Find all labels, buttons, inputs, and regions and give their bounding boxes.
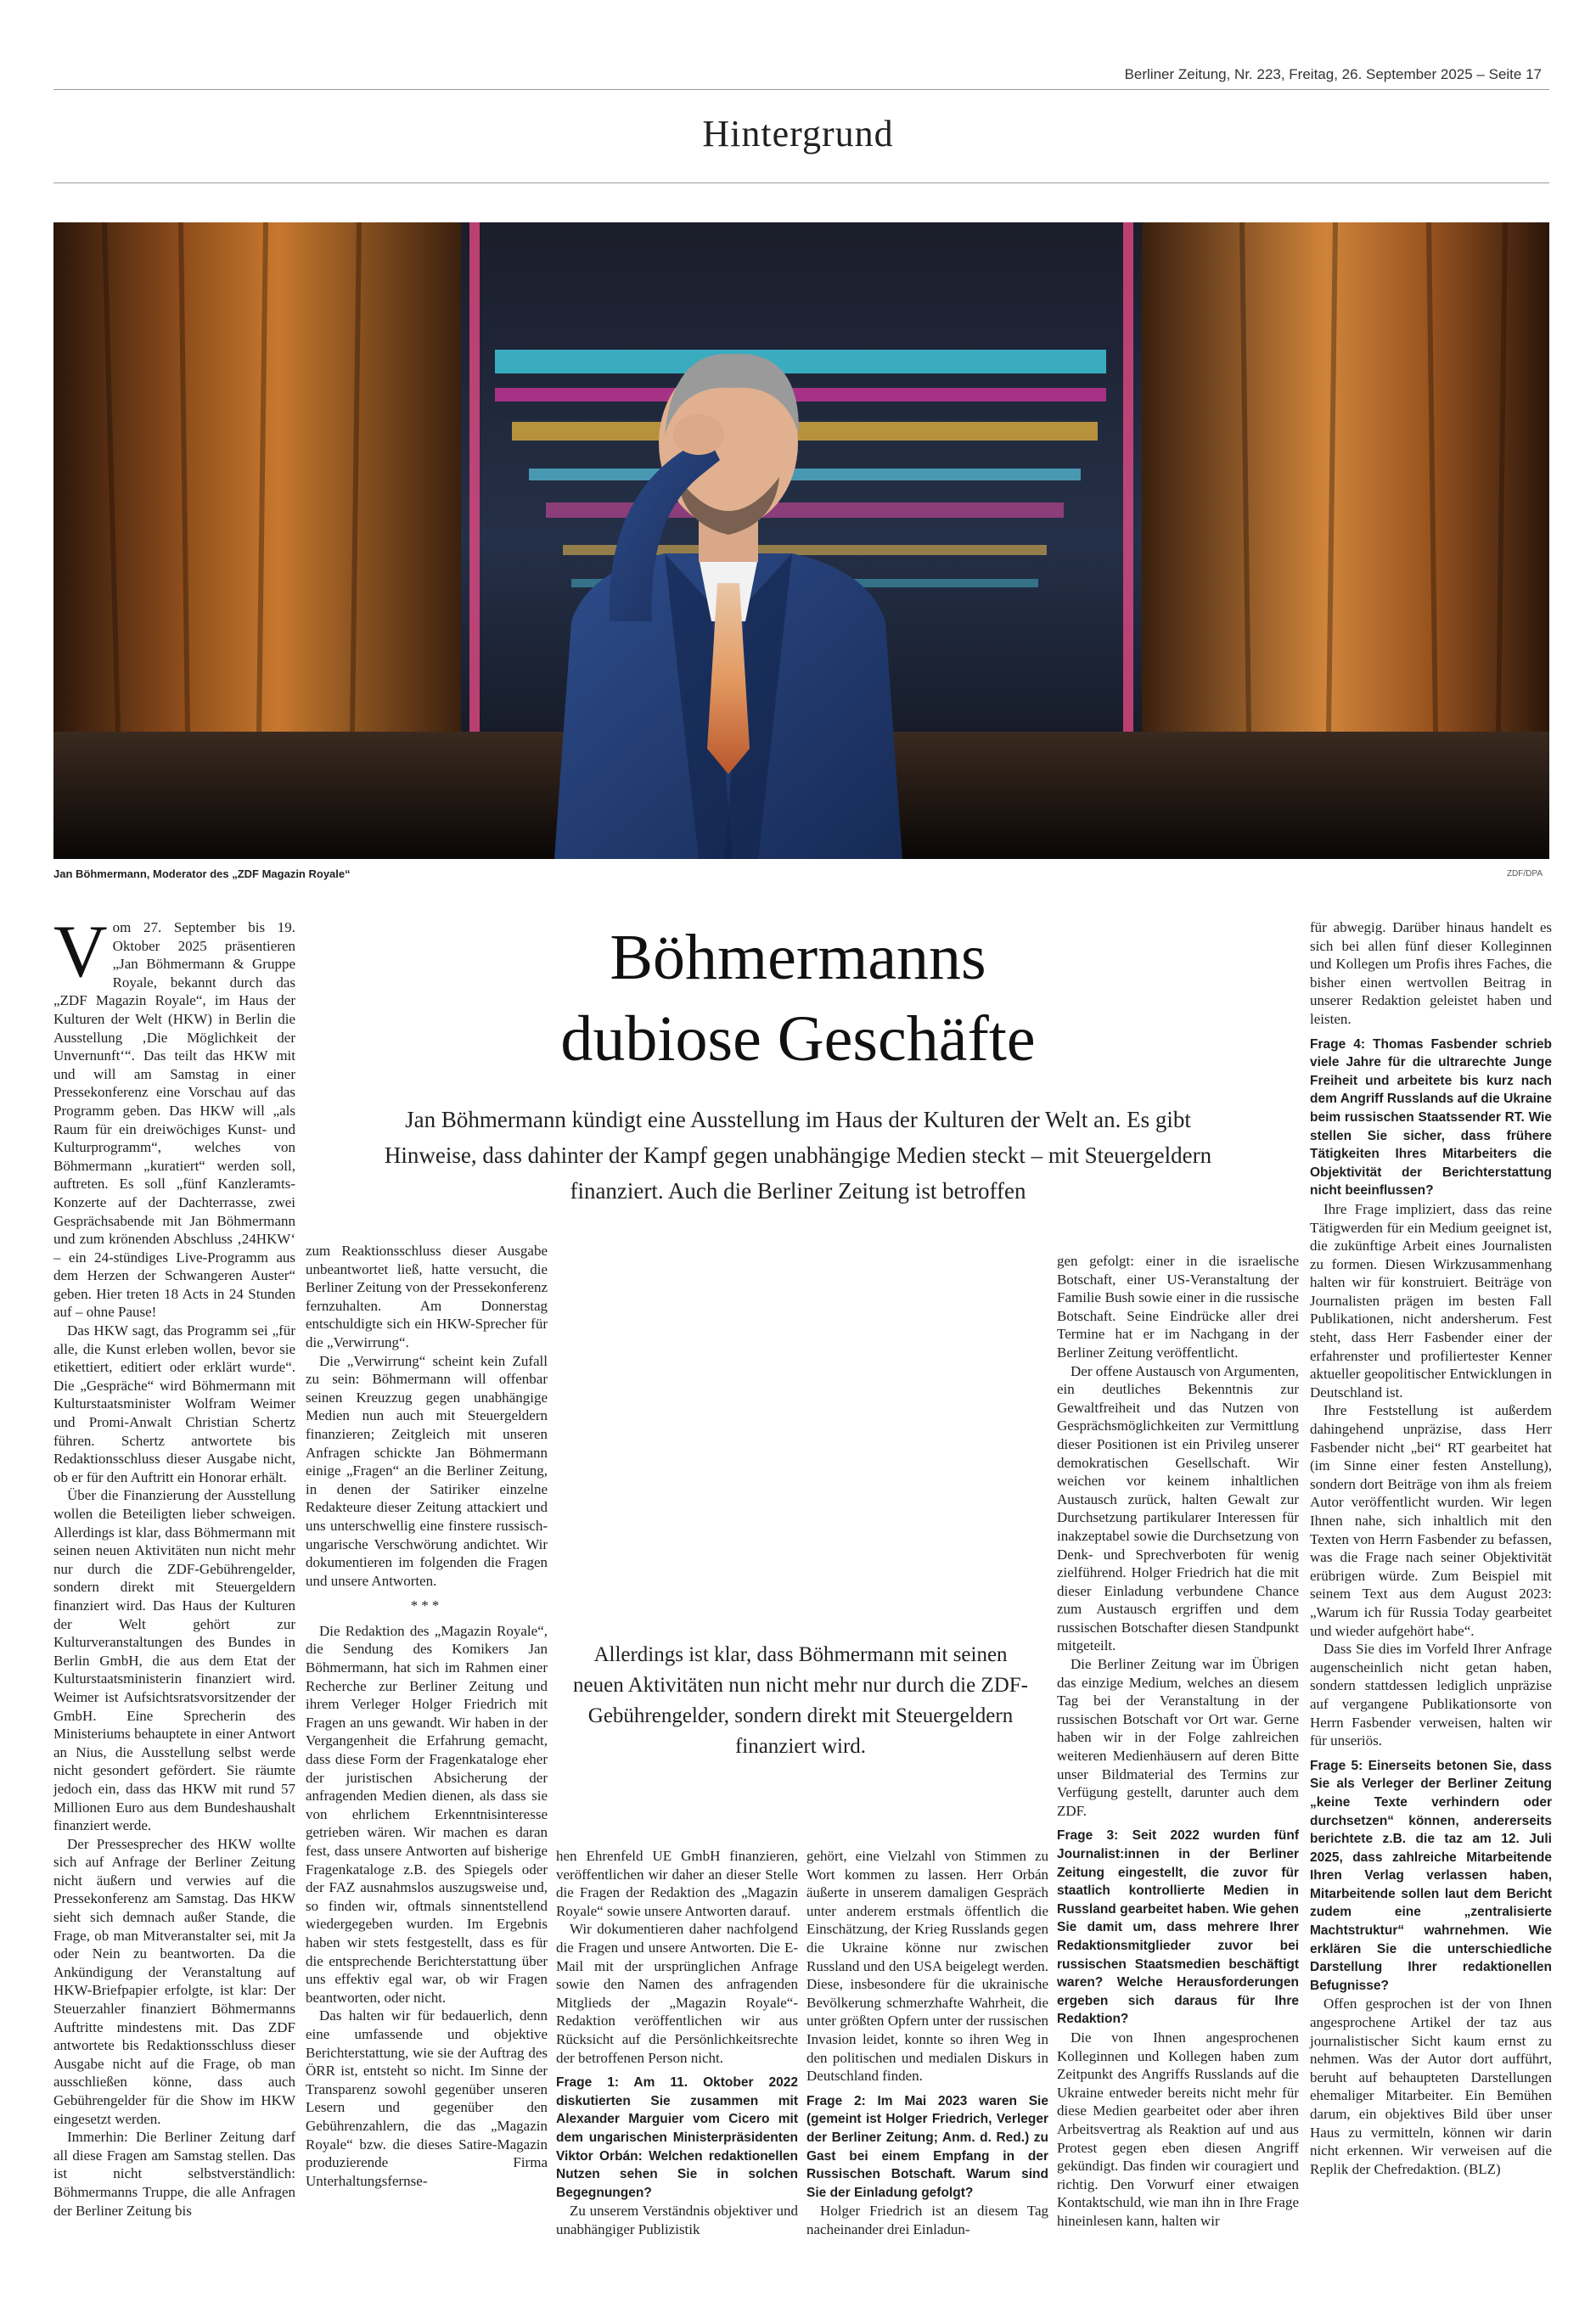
paragraph: hen Ehrenfeld UE GmbH finanzieren, veröffentlichen wir daher an dieser Stelle die Fragen der Redaktion des „Magazin Royale“ sowie unsere Antworten darauf. bbox=[556, 1848, 798, 1919]
photo-caption: Jan Böhmermann, Moderator des „ZDF Magazin Royale“ bbox=[53, 867, 351, 880]
paragraph: Das halten wir für bedauerlich, denn eine umfassende und objektive Berichterstattung, wie sie der Auftrag des ÖRR ist, entsteht so nicht. Im Sinne der Transparenz sowohl gegenüber unseren Lesern und gegenüber den Gebührenzahlern, die das „Magazin Royale“ bzw. die dieses Satire-Magazin produzierende Firma Unterhaltungsfernse- bbox=[306, 2007, 548, 2189]
paragraph: gen gefolgt: einer in die israelische Botschaft, einer US-Veranstaltung der Familie Bush sowie einer in die russische Botschaft. Seine Eindrücke aller drei Termine hat er im Nachgang in der Berliner Zeitung veröffentlicht. bbox=[1057, 1253, 1299, 1361]
section-separator: *** bbox=[410, 1597, 443, 1614]
paragraph: om 27. September bis 19. Oktober 2025 präsentieren „Jan Böhmermann & Gruppe Royale, bekannt durch das „ZDF Magazin Royale“, im Haus der Kulturen der Welt (HKW) in Berlin die Ausstellung ‚Die Möglichkeit der Unvernunft‘“. Das teilt das HKW mit und will am Samstag in einer Pressekonferenz eine Vorschau auf das Programm geben. Das HKW will „als Raum für ein dreiwöchiges Kunst- und Kulturprogramm“, welches von Böhmermann „kuratiert“ werden soll, auftreten. Es soll „fünf Kanzleramts-Konzerte auf der Dachterrasse, zwei Gesprächsabende mit Jan Böhmermann und zum krönenden Abschluss ‚24HKW‘ – ein 24-stündiges Live-Programm aus dem Herzen der Schwangeren Auster“ geben. Hier treten 18 Acts in 24 Stunden auf – ohne Pause! bbox=[53, 919, 295, 1321]
question-4: Frage 4: Thomas Fasbender schrieb viele Jahre für die ultrarechte Junge Freiheit und arbeitete bis kurz nach dem Angriff Russlands auf die Ukraine beim russischen Staatssender RT. Wie stellen Sie sicher, dass frühere Tätigkeiten Ihres Mitarbeiters die Objektivität der Berichterstattung nicht beeinflussen? bbox=[1310, 1036, 1552, 1198]
question-3: Frage 3: Seit 2022 wurden fünf Journalist:innen in der Berliner Zeitung eingestellt, die zuvor für staatlich kontrollierte Medien in Russland gearbeitet haben. Wie gehen Sie damit um, dass mehrere Ihrer Redaktionsmitglieder zuvor bei russischen Staatsmedien beschäftigt waren? Welche Herausforderungen ergeben sich daraus für Ihre Redaktion? bbox=[1057, 1828, 1299, 2027]
paragraph: Über die Finanzierung der Ausstellung wollen die Beteiligten lieber schweigen. Allerdings ist klar, dass Böhmermann mit seinen neuen Aktivitäten nun nicht mehr nur durch die ZDF-Gebührengelder, sondern direkt mit Steuergeldern finanziert wird. Das Haus der Kulturen der Welt gehört zur Kulturveranstaltungen des Bundes in Berlin GmbH, die aus dem Etat der Kulturstaatsministerin finanziert wird. Weimer ist Aufsichtsratsvorsitzender der GmbH. Eine Sprecherin des Ministeriums behauptete in einer Antwort an Nius, die Ausstellung selbst werde nicht gesondert gefördert. Sie räumte jedoch ein, dass das HKW mit rund 57 Millionen Euro aus dem Bundeshaushalt finanziert werde. bbox=[53, 1487, 295, 1834]
paragraph: Immerhin: Die Berliner Zeitung darf all diese Fragen am Samstag stellen. Das ist nicht selbstverständlich: Böhmermanns Truppe, die alle Anfragen der Berliner Zeitung bis bbox=[53, 2129, 295, 2219]
paragraph: Wir dokumentieren daher nachfolgend die Fragen und unsere Antworten. Die E-Mail mit der ursprünglichen Anfrage sowie den Namen des anfragenden Mitglieds der „Magazin Royale“-Redaktion veröffentlichen wir aus Rücksicht auf die Persönlichkeitsrechte der betroffenen Person nicht. bbox=[556, 1921, 798, 2066]
article-deck: Jan Böhmermann kündigt eine Ausstellung im Haus der Kulturen der Welt an. Es gibt Hinweise, dass dahinter der Kampf gegen unabhängige Medien steckt – mit Steuergeldern finanziert. Auch die Berliner Zeitung ist betroffen bbox=[384, 1107, 1212, 1204]
paragraph: Die von Ihnen angesprochenen Kolleginnen und Kollegen haben zum Zeitpunkt des Angriffs Russlands auf die Ukraine entweder bereits nicht mehr für diese Medien gearbeitet oder aber ihren Arbeitsvertrag als Reaktion auf und aus Protest gegen eben diesen Angriff gekündigt. Das finden wir couragiert und richtig. Den Vorwurf einer etwaigen Kontaktschuld, wie man ihn in Ihre Frage hineinlesen kann, halten wir bbox=[1057, 2029, 1299, 2229]
paragraph: Offen gesprochen ist der von Ihnen angesprochene Artikel der taz aus journalistischer Sicht kaum ernst zu nehmen. Was der Autor dort aufführt, beruht auf behaupteten Darstellungen ehemaliger Mitarbeiter. Ein Bemühen darum, ein objektives Bild über unser Haus zu vermitteln, können wir darin nicht erkennen. Wir verweisen auf die Replik der Chefredaktion. (BLZ) bbox=[1310, 1996, 1552, 2177]
lead-photo-illustration bbox=[53, 222, 1549, 859]
paragraph: Die „Verwirrung“ scheint kein Zufall zu sein: Böhmermann will offenbar seinen Kreuzzug gegen unabhängige Medien nun auch mit Steuergeldern finanzieren; Zeitgleich mit unseren Anfragen schickte Jan Böhmermann einige „Fragen“ an die Berliner Zeitung, in denen der Satiriker einzelne Redakteure dieser Zeitung attackiert und uns unterschwellig eine finstere russisch-ungarische Verschwörung andichtet. Wir dokumentieren im folgenden die Fragen und unsere Antworten. bbox=[306, 1352, 548, 1589]
headline-line-2: dubiose Geschäfte bbox=[560, 1003, 1036, 1075]
article-headline bbox=[475, 917, 1121, 1080]
paragraph: gehört, eine Vielzahl von Stimmen zu Wort kommen zu lassen. Herr Orbán äußerte in unserem damaligen Gespräch unter anderem erstmals öffentlich die Einschätzung, der Krieg Russlands gegen die Ukraine könne nur zwischen Russland und den USA beigelegt werden. Diese, insbesondere für die ukrainische Bevölkerung schmerzhafte Wahrheit, die unter größten Opfern unter der russischen Invasion leidet, konnte so ihren Weg in den politischen und medialen Diskurs in Deutschland finden. bbox=[806, 1848, 1048, 2085]
column-2 bbox=[306, 1242, 548, 2190]
question-1: Frage 1: Am 11. Oktober 2022 diskutierten Sie zusammen mit Alexander Marguier vom Cicero mit dem ungarischen Ministerpräsidenten Viktor Orbán: Welchen redaktionellen Nutzen sehen Sie in solchen Begegnungen? bbox=[556, 2075, 798, 2200]
headline-line-1: Böhmermanns bbox=[610, 922, 986, 993]
paragraph: für abwegig. Darüber hinaus handelt es sich bei allen fünf dieser Kolleginnen und Kollegen um Profis ihres Faches, die bisher einen wertvollen Beitrag in unserer Redaktion geleistet haben und leisten. bbox=[1310, 919, 1552, 1027]
paragraph: Ihre Frage impliziert, dass das reine Tätigwerden für ein Medium geeignet ist, die zukünftige Arbeit eines Journalisten zu formen. Diesen Wirkzusammenhang halten wir für konstruiert. Beiträge von Journalisten prägen im besten Fall Publikationen, nicht andersherum. Fest steht, dass Herr Fasbender einer der erfahrenster und profiliertester Kenner aktueller geopolitischer Entwicklungen in Deutschland ist. bbox=[1310, 1200, 1552, 1401]
column-1 bbox=[53, 911, 295, 2220]
column-3 bbox=[556, 1847, 798, 2238]
question-5: Frage 5: Einerseits betonen Sie, dass Sie als Verleger der Berliner Zeitung „keine Texte verhindern oder durchsetzen“ können, andererseits berichtete z.B. die taz am 12. Juli 2025, dass zahlreiche Mitarbeitende Ihren Verlag verlassen haben, Mitarbeitende sollen laut dem Bericht zudem eine „zentralisierte Machtstruktur“ wahrnehmen. Wie erklären Sie die unterschiedliche Darstellung Ihrer redaktionellen Befugnisse? bbox=[1310, 1758, 1552, 1993]
paragraph: Das HKW sagt, das Programm sei „für alle, die Kunst erleben wollen, bevor sie etikettiert, editiert oder erklärt wurde“. Die „Gespräche“ wird Böhmermann mit Kulturstaatsminister Wolfram Weimer und Promi-Anwalt Christian Schertz führen. Schertz antwortete bis Redaktionsschluss dieser Ausgabe nicht, ob er für den Auftritt ein Honorar erhält. bbox=[53, 1322, 295, 1485]
column-6 bbox=[1310, 918, 1552, 2178]
paragraph: Ihre Feststellung ist außerdem dahingehend unpräzise, dass Herr Fasbender nicht „bei“ RT gearbeitet hat (im Sinne einer festen Anstellung), sondern dort Beiträge von ihm als freiem Autor veröffentlicht wurden. Wir legen Ihnen nahe, sich inhaltlich mit den Texten von Herrn Fasbender zu befassen, was die Frage nach seiner Objektivität erübrigen würde. Zum Beispiel mit seinem Text aus dem August 2023: „Warum ich für Russia Today gearbeitet und wieder aufgehört habe“. bbox=[1310, 1402, 1552, 1639]
column-4 bbox=[806, 1847, 1048, 2238]
pull-quote: Allerdings ist klar, dass Böhmermann mit seinen neuen Aktivitäten nun nicht mehr nur durch die ZDF-Gebührengelder, sondern direkt mit Steuergeldern finanziert wird. bbox=[573, 1643, 1028, 1758]
paragraph: zum Reaktionsschluss dieser Ausgabe unbeantwortet ließ, hatte versucht, die Berliner Zeitung von der Pressekonferenz fernzuhalten. Am Donnerstag entschuldigte sich ein HKW-Sprecher für die „Verwirrung“. bbox=[306, 1243, 548, 1350]
top-rule bbox=[53, 89, 1549, 90]
folio-line: Berliner Zeitung, Nr. 223, Freitag, 26. September 2025 – Seite 17 bbox=[1124, 66, 1542, 82]
paragraph: Der Pressesprecher des HKW wollte sich auf Anfrage der Berliner Zeitung nicht äußern und verwies auf die Pressekonferenz am Samstag. Das HKW sieht sich demnach außer Stande, die Frage, ob man Mitveranstalter sei, mit Ja oder Nein zu beantworten. Da die Ankündigung der Veranstaltung auf HKW-Briefpapier erfolgte, ist klar: Der Steuerzahler finanziert Böhmermanns Auftritte mindestens mit. Das ZDF antwortete bis Redaktionsschluss dieser Ausgabe nicht auf die Frage, ob man ausschließen könne, dass auch Gebührengelder für die Show im HKW eingesetzt werden. bbox=[53, 1835, 295, 2127]
lead-photo bbox=[53, 222, 1549, 859]
photo-credit: ZDF/DPA bbox=[1506, 869, 1543, 879]
paragraph: Zu unserem Verständnis objektiver und unabhängiger Publizistik bbox=[556, 2203, 798, 2237]
paragraph: Die Berliner Zeitung war im Übrigen das einzige Medium, welches an diesem Tag bei der Veranstaltung in der russischen Botschaft vor Ort war. Gerne haben wir in der Folge zahlreichen weiteren Medienhäusern auf deren Bitte unser Bildmaterial des Termins zur Verfügung gestellt, darunter auch dem ZDF. bbox=[1057, 1656, 1299, 1819]
column-5 bbox=[1057, 1252, 1299, 2230]
section-rule bbox=[53, 182, 1549, 183]
section-title: Hintergrund bbox=[702, 113, 894, 154]
question-2: Frage 2: Im Mai 2023 waren Sie (gemeint ist Holger Friedrich, Verleger der Berliner Zeitung; Anm. d. Red.) zu Gast bei einem Empfang in der Russischen Botschaft. Warum sind Sie der Einladung gefolgt? bbox=[806, 2093, 1048, 2200]
paragraph: Die Redaktion des „Magazin Royale“, die Sendung des Komikers Jan Böhmermann, hat sich im Rahmen einer Recherche zur Berliner Zeitung und ihrem Verleger Holger Friedrich mit Fragen an uns gewandt. Wir haben in der Vergangenheit die Erfahrung gemacht, dass diese Form der Fragenkataloge eher der juristischen Absicherung der anfragenden Medien dienen, als dass sie von ehrlichem Erkenntnisinteresse getrieben wären. Wir machen es daran fest, dass unsere Antworten auf bisherige Fragenkataloge z.B. des Spiegels oder der FAZ ausnahmslos auszugsweise und, so finden wir, oftmals sinnentstellend wiedergegeben wurden. Im Ergebnis haben wir stets festgestellt, dass es für die entsprechende Berichterstattung über uns effektiv egal war, ob wir Fragen beantworten, oder nicht. bbox=[306, 1622, 548, 2006]
drop-cap: V bbox=[53, 911, 108, 993]
paragraph: Der offene Austausch von Argumenten, ein deutliches Bekenntnis zur Gewaltfreiheit und das Nutzen von Gesprächsmöglichkeiten zur Vermittlung dieser Positionen ist ein Privileg unserer demokratischen Gesellschaft. Wir weichen vor keinem inhaltlichen Austausch zurück, halten Gewalt zur Durchsetzung partikularer Interessen für inakzeptabel sowie die Durchsetzung von Denk- und Sprechverboten für wenig zielführend. Holger Friedrich hat die mit dieser Einladung verbundene Chance zum Austausch ergriffen und dem russischen Botschafter diesen Standpunkt mitgeteilt. bbox=[1057, 1362, 1299, 1654]
paragraph: Holger Friedrich ist an diesem Tag nacheinander drei Einladun- bbox=[806, 2203, 1048, 2237]
paragraph: Dass Sie dies im Vorfeld Ihrer Anfrage augenscheinlich nicht getan haben, sondern stattdessen lediglich unpräzise auf vergangene Publikationsorte von Herrn Fasbender verweisen, halten wir für unseriös. bbox=[1310, 1641, 1552, 1749]
